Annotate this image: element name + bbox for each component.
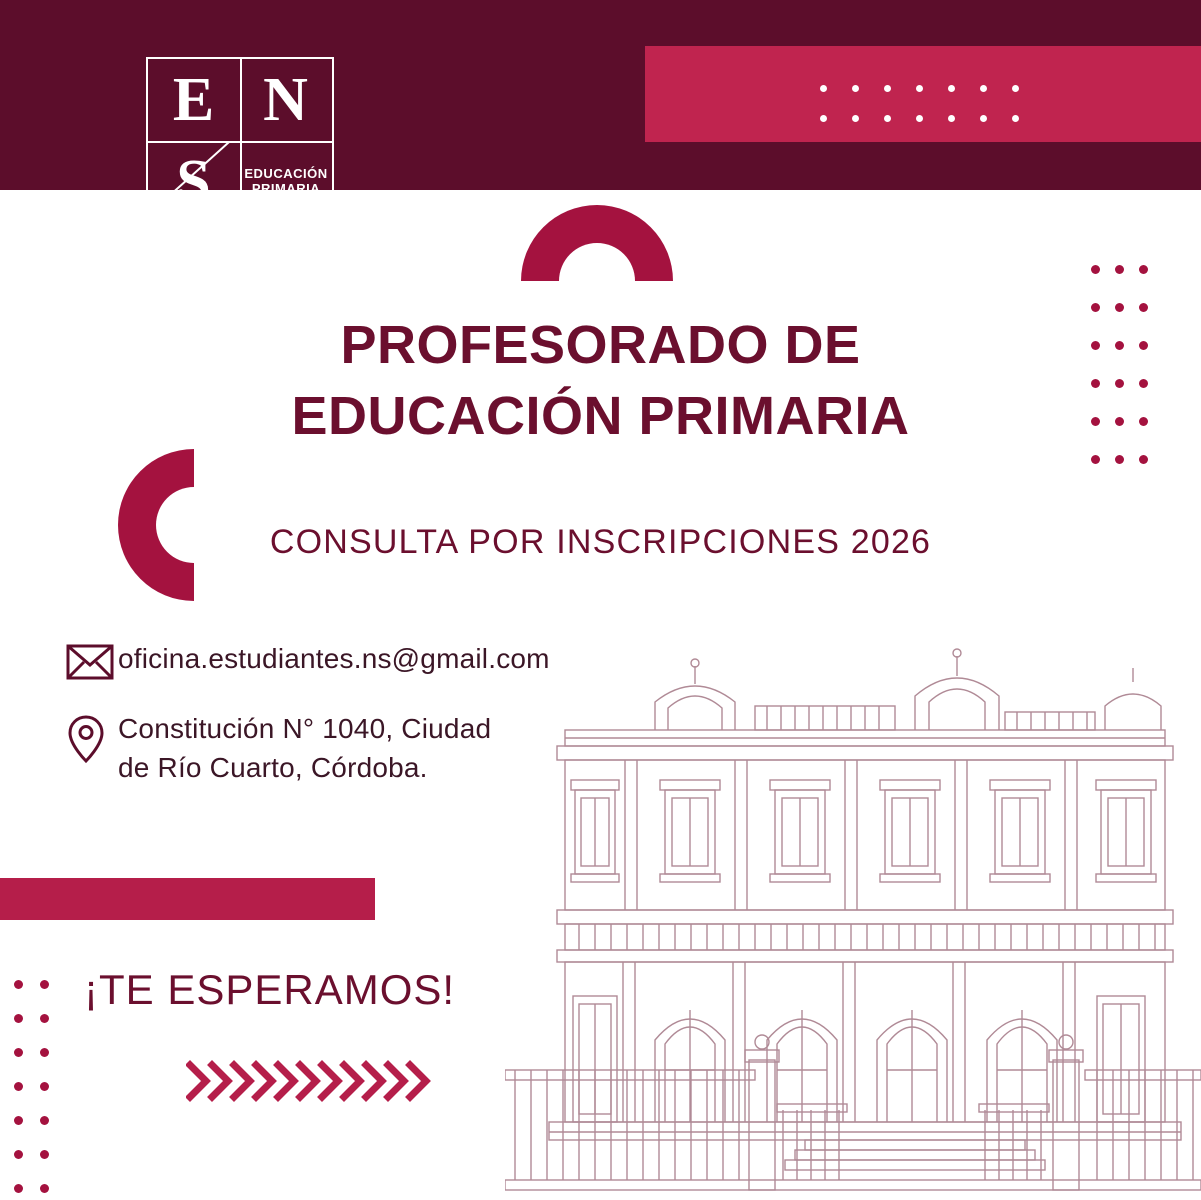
decorative-dot bbox=[820, 85, 827, 92]
decorative-dot bbox=[14, 1014, 23, 1023]
decorative-dot bbox=[40, 980, 49, 989]
decorative-dot bbox=[40, 1184, 49, 1193]
decorative-dot bbox=[948, 115, 955, 122]
page-title bbox=[0, 310, 1201, 453]
logo-letter-e: E bbox=[172, 66, 216, 134]
decorative-dot bbox=[1139, 455, 1148, 464]
logo-slash-line bbox=[148, 141, 240, 223]
decorative-dot bbox=[14, 1082, 23, 1091]
logo-letter-n: N bbox=[263, 66, 309, 134]
logo-letter-n-cell bbox=[240, 59, 332, 141]
decorative-dot bbox=[14, 1048, 23, 1057]
logo-tagline-line1: EDUCACIÓN bbox=[244, 166, 328, 182]
decorative-dot bbox=[980, 115, 987, 122]
contact-address bbox=[118, 710, 491, 787]
decorative-dot bbox=[884, 115, 891, 122]
logo-letter-e-cell bbox=[148, 59, 240, 141]
decorative-dot bbox=[852, 115, 859, 122]
school-building-illustration bbox=[505, 640, 1201, 1200]
page-title-line2: EDUCACIÓN PRIMARIA bbox=[291, 386, 910, 447]
decorative-dot bbox=[40, 1150, 49, 1159]
decorative-dot bbox=[40, 1116, 49, 1125]
page-title-line1: PROFESORADO DE bbox=[340, 315, 861, 375]
decorative-dot bbox=[14, 1150, 23, 1159]
logo-letter-s: S bbox=[176, 148, 212, 216]
decorative-dot bbox=[1115, 455, 1124, 464]
contact-address-line2: de Río Cuarto, Córdoba. bbox=[118, 751, 428, 783]
decorative-dot bbox=[14, 980, 23, 989]
contact-email[interactable]: oficina.estudiantes.ns@gmail.com bbox=[118, 643, 550, 674]
location-pin-icon bbox=[66, 710, 118, 764]
decorative-dot bbox=[1091, 265, 1100, 274]
arc-decoration-top bbox=[521, 205, 673, 281]
decorative-dot bbox=[1091, 455, 1100, 464]
envelope-icon bbox=[66, 640, 118, 680]
logo-tagline-line2: PRIMARIA bbox=[251, 181, 321, 196]
call-to-action-text: ¡TE ESPERAMOS! bbox=[84, 966, 456, 1013]
decorative-dot bbox=[852, 85, 859, 92]
decorative-dot bbox=[1012, 85, 1019, 92]
accent-bar-left bbox=[0, 878, 375, 920]
contact-address-line1: Constitución N° 1040, Ciudad bbox=[118, 713, 492, 744]
dot-grid-bottom-left bbox=[14, 980, 59, 1195]
decorative-dot bbox=[820, 115, 827, 122]
decorative-dot bbox=[1139, 265, 1148, 274]
decorative-dot bbox=[980, 85, 987, 92]
page-subtitle: CONSULTA POR INSCRIPCIONES 2026 bbox=[269, 523, 932, 561]
decorative-dot bbox=[916, 115, 923, 122]
dot-grid-header bbox=[820, 85, 1035, 140]
decorative-dot bbox=[14, 1184, 23, 1193]
decorative-dot bbox=[1115, 265, 1124, 274]
decorative-dot bbox=[1012, 115, 1019, 122]
chevrons-right-icon bbox=[186, 1058, 436, 1104]
decorative-dot bbox=[40, 1014, 49, 1023]
logo-tagline-cell bbox=[240, 141, 332, 223]
decorative-dot bbox=[40, 1048, 49, 1057]
decorative-dot bbox=[14, 1116, 23, 1125]
decorative-dot bbox=[40, 1082, 49, 1091]
decorative-dot bbox=[916, 85, 923, 92]
decorative-dot bbox=[884, 85, 891, 92]
logo-tagline bbox=[244, 167, 327, 197]
decorative-dot bbox=[948, 85, 955, 92]
institution-logo bbox=[146, 57, 334, 225]
